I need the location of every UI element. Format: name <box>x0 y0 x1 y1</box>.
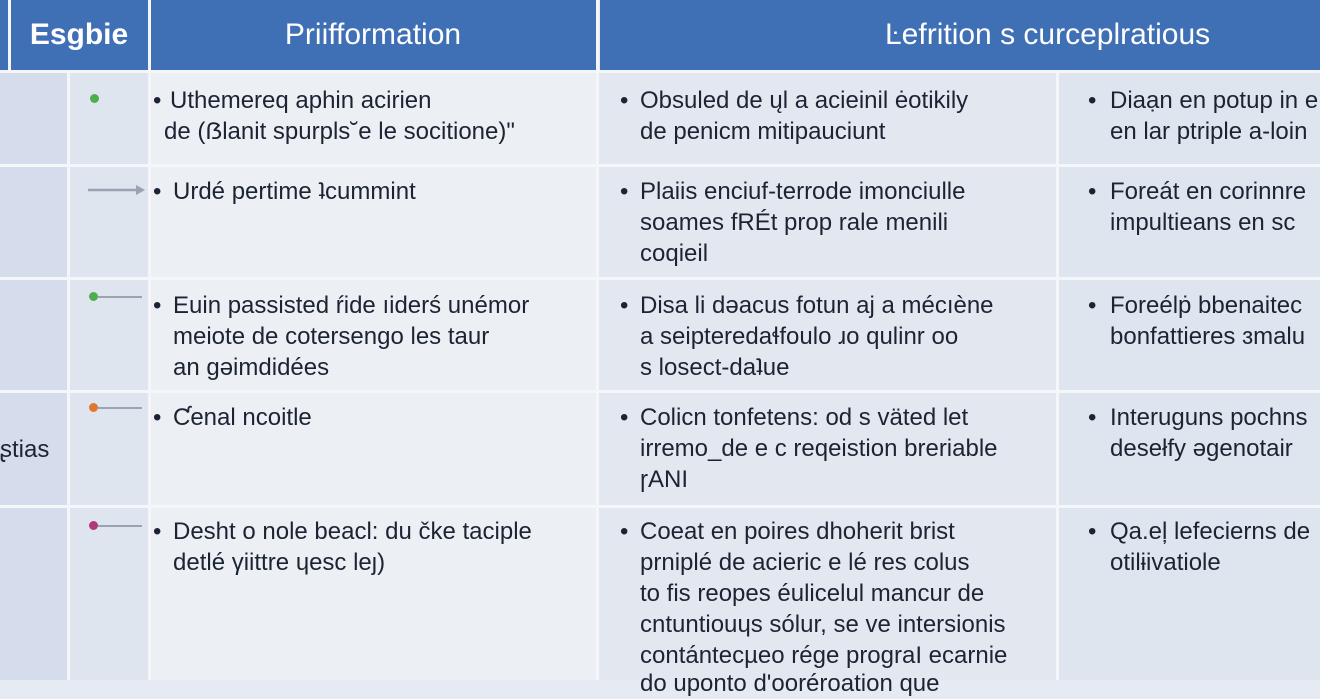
bullet: • <box>620 518 629 545</box>
row-5-col3-line-1: Coeat en poires dhoherit brist <box>640 518 955 545</box>
row-5-col3-line-3: to fis reopes éulicelul mancur de <box>640 580 985 607</box>
row-1-col4-line-1: Diaạn en potup in e <box>1110 87 1319 114</box>
row-4-col3-line-1: Colicn tonfetens: od s väted let <box>640 404 969 431</box>
header-left-edge <box>0 0 8 70</box>
row-4-col3-line-3: ɼANI <box>640 466 688 493</box>
row-3-col3-line-1: Disa li dəacus fotun aj a mécıène <box>640 292 994 319</box>
bullet: • <box>153 292 162 319</box>
bullet: • <box>153 178 162 205</box>
row-3-col3-line-2: a seipteredaɬfoulo ɹo qulinr oo <box>640 323 959 350</box>
green-dot-icon <box>89 292 98 301</box>
row-5-col4-line-1: Qa.eļ lefecierns de <box>1110 518 1311 545</box>
row-4-side-label: ʂtias <box>0 436 50 463</box>
grid-line-h1 <box>0 70 1320 73</box>
row-3-col4-line-2: bonfattieres ɜmalu <box>1110 323 1306 350</box>
header-col3-label: Ŀefrition s curceplratious <box>885 18 1211 51</box>
bullet: • <box>153 87 162 114</box>
green-dot-icon <box>90 94 99 103</box>
bullet: • <box>620 178 629 205</box>
row-2-col3-line-2: soames fRÉt prop rale menili <box>640 209 949 236</box>
header-cell-1 <box>10 0 148 70</box>
grid-line-v3 <box>148 0 151 680</box>
arrow-icon <box>88 182 146 198</box>
bullet: • <box>1088 292 1097 319</box>
row-1-col4-line-2: en lar ptriple a-loin <box>1110 118 1308 145</box>
bullet: • <box>1088 404 1097 431</box>
grid-line-h3 <box>0 277 1320 280</box>
bullet: • <box>153 518 162 545</box>
grid-line-v4 <box>596 0 599 680</box>
header-col2-label: Priifformation <box>284 18 462 51</box>
row-2-col3-line-3: coqieil <box>640 240 709 267</box>
row-5-col2-line-1: Desht o nole beacl: du čke taciple <box>173 518 532 545</box>
orange-dot-icon <box>89 403 98 412</box>
col1b-background <box>68 70 150 680</box>
row-3-col2-line-3: an gəimdidées <box>173 354 330 381</box>
grid-line-v2 <box>67 70 70 680</box>
row-3-col3-line-3: s losect-daʇue <box>640 354 790 381</box>
magenta-dot-icon <box>89 521 98 530</box>
row-4-col4-line-2: desełfy əgenotair <box>1110 435 1293 462</box>
row-3-col4-line-1: Foreélṗ bbenaitec <box>1110 292 1303 319</box>
grid-line-v1 <box>8 0 11 70</box>
row-5-col4-line-2: otilɨivatiole <box>1110 549 1221 576</box>
row-2-col4-line-2: impultieans en sc <box>1110 209 1296 236</box>
bullet: • <box>153 404 162 431</box>
bullet: • <box>1088 87 1097 114</box>
row-1-col3-line-1: Obsuled de ųl a acieinil ėotikily <box>640 87 969 114</box>
header-cell-3 <box>600 0 1320 70</box>
leader-line <box>98 407 142 409</box>
col4-background <box>1058 70 1320 680</box>
leader-line <box>98 296 142 298</box>
bullet: • <box>620 404 629 431</box>
row-2-col2-line-1: Urdé pertime ʇcummint <box>173 178 416 205</box>
row-1-col2-line-2: de (ẞlanit spurpls˘e le socitione)" <box>164 118 515 145</box>
row-5-col2-line-2: detlé γiittre ɥesc leȷ) <box>173 549 386 576</box>
grid-line-v5 <box>1056 70 1059 680</box>
header-col1-label: Esgbie <box>29 18 129 51</box>
row-3-col2-line-2: meiote de cotersengo les taur <box>173 323 490 350</box>
bullet: • <box>620 87 629 114</box>
row-4-col3-line-2: irremo_de e c reqeistion breriable <box>640 435 998 462</box>
bullet: • <box>1088 518 1097 545</box>
row-5-col3-line-5: contántecµeo rége prograI ecarnie <box>640 642 1008 669</box>
bullet: • <box>1088 178 1097 205</box>
grid-line-h5 <box>0 505 1320 508</box>
row-4-col4-line-1: Interuguns pochns <box>1110 404 1308 431</box>
row-5-col3-line-4: cntuntiouɥs sólur, se ve intersionis <box>640 611 1006 638</box>
row-2-col3-line-1: Plaiis enciuf-terrode imonciulle <box>640 178 966 205</box>
leader-line <box>98 525 142 527</box>
row-2-col4-line-1: Foreát en corinnre <box>1110 178 1307 205</box>
grid-line-h4 <box>0 390 1320 393</box>
row-5-col3-line-2: prniplé de acieric e lé res colus <box>640 549 970 576</box>
row-1-col2-line-1: Uthemereq aphin acirien <box>170 87 432 114</box>
grid-line-h2 <box>0 164 1320 167</box>
row-3-col2-line-1: Euin passisted ŕide ıiderś unémor <box>173 292 530 319</box>
row-5-col3-line-6: do uponto d'ooréroation que <box>640 670 940 697</box>
col1-background <box>0 70 68 680</box>
row-4-col2-line-1: Ƈenal ncoitle <box>173 404 312 431</box>
header-cell-2 <box>150 0 596 70</box>
row-1-col3-line-2: de penicm mitipauciunt <box>640 118 886 145</box>
bullet: • <box>620 292 629 319</box>
